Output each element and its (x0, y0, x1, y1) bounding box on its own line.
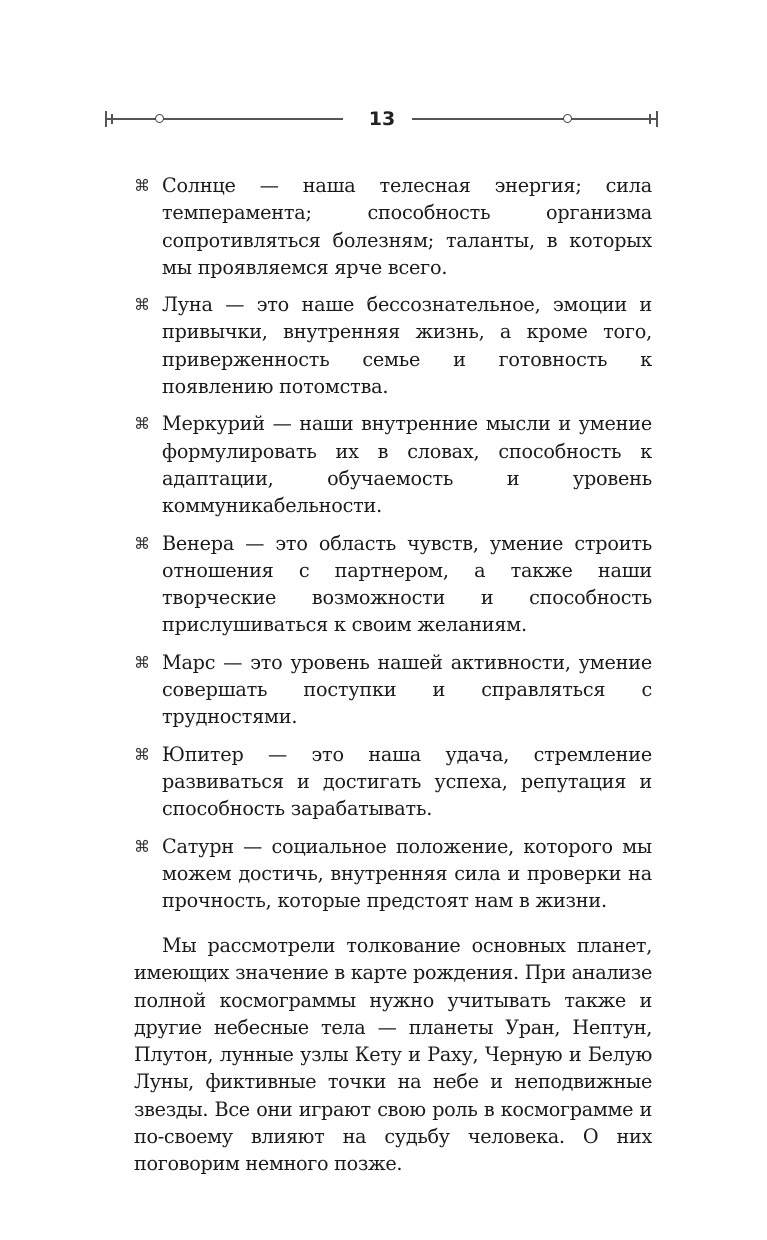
list-item (134, 741, 652, 823)
ornament-dot-right (563, 114, 572, 123)
command-bullet-icon: ⌘ (134, 295, 150, 315)
list-item (134, 833, 652, 915)
item-text: Меркурий — наши внутренние мысли и умение формулировать их в словах, способность к адаптации, обучаемость и уровень коммуникабельности. (162, 412, 652, 518)
ornament-tick (656, 111, 658, 127)
command-bullet-icon: ⌘ (134, 176, 150, 195)
list-item (134, 291, 652, 400)
item-text: Юпитер — это наша удача, стремление развиваться и достигать успеха, репутация и способность зарабатывать. (162, 742, 652, 821)
command-bullet-icon: ⌘ (134, 533, 150, 553)
list-item (134, 410, 652, 519)
planet-list (134, 172, 652, 924)
item-text: Марс — это уровень нашей активности, умение совершать поступки и справляться с трудностями. (162, 650, 652, 729)
list-item (134, 172, 652, 281)
ornament-line-right (412, 118, 657, 120)
page-number: 13 (368, 108, 396, 130)
item-text: Солнце — наша телесная энергия; сила темперамента; способность организма сопротивляться болезням; таланты, в которых мы проявляемся ярче всего. (162, 174, 652, 279)
body-paragraph: Мы рассмотрели толкование основных планет, имеющих значение в карте рождения. При анализе полной космограммы нужно учитывать также и другие небесные тела — планеты Уран, Нептун, Плутон, лунные узлы Кету и Раху, Черную и Белую Луны, фиктивные точки на небе и неподвижные звезды. Все они играют свою роль в космограмме и по-своему влияют на судьбу человека. О них поговорим немного позже. (134, 934, 652, 1176)
list-item (134, 649, 652, 731)
item-text: Луна — это наше бессознательное, эмоции и привычки, внутренняя жизнь, а кроме того, приверженность семье и готовность к появлению потомства. (162, 293, 652, 399)
page-header (105, 108, 657, 130)
item-text: Венера — это область чувств, умение строить отношения с партнером, а также наши творческие возможности и способность прислушиваться к своим желаниям. (162, 531, 652, 637)
command-bullet-icon: ⌘ (134, 414, 150, 434)
command-bullet-icon: ⌘ (134, 836, 150, 856)
ornament-tick (649, 114, 651, 124)
list-item (134, 530, 652, 639)
item-text: Сатурн — социальное положение, которого мы можем достичь, внутренняя сила и проверки на прочность, которые предстоят нам в жизни. (162, 834, 652, 913)
ornament-line-left (105, 118, 343, 120)
ornament-dot-left (155, 114, 164, 123)
command-bullet-icon: ⌘ (134, 652, 150, 672)
command-bullet-icon: ⌘ (134, 744, 150, 764)
